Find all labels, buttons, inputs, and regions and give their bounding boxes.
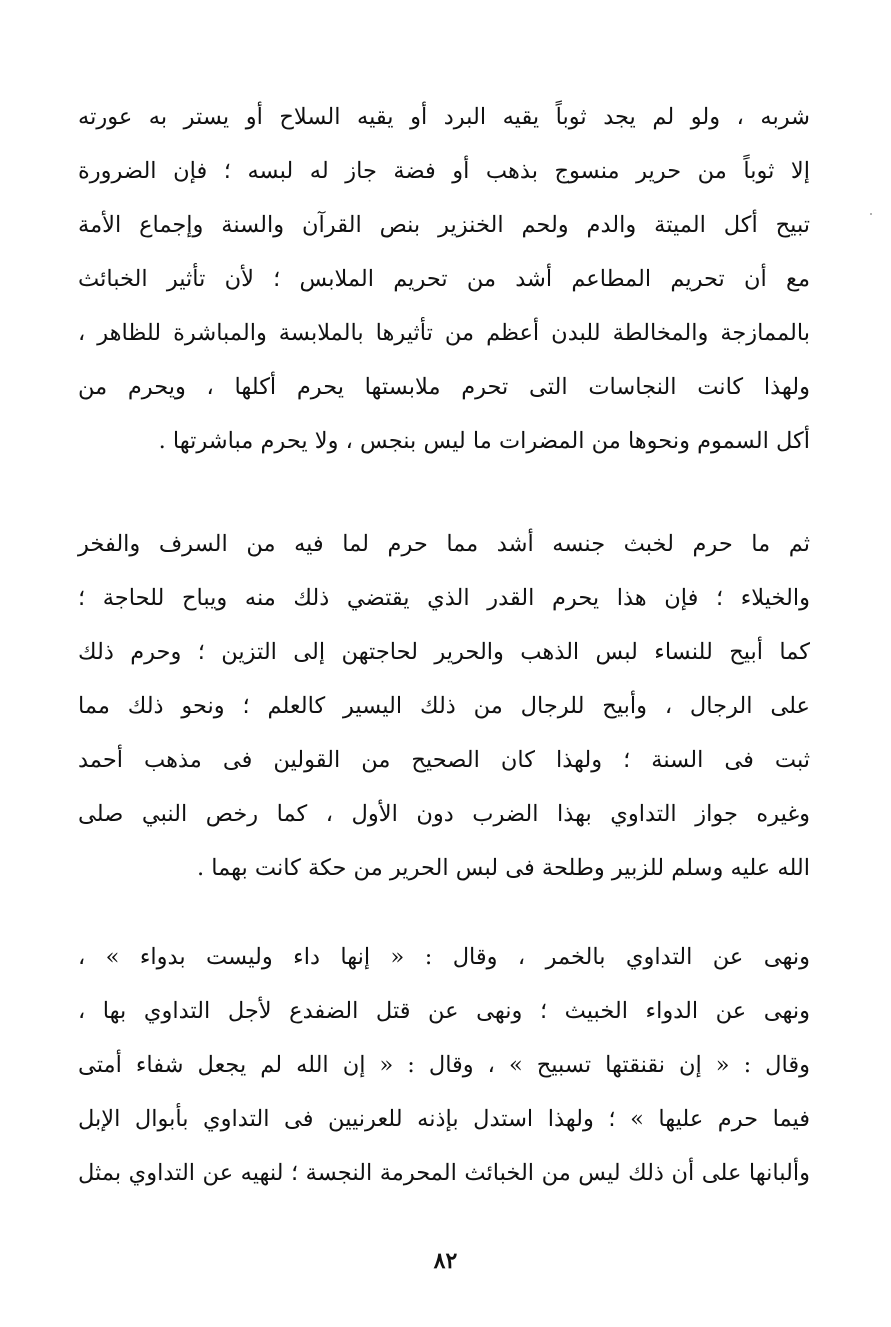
text-line: تبيح أكل الميتة والدم ولحم الخنزير بنص القرآن والسنة وإجماع الأمة [78, 212, 810, 238]
text-line: الله عليه وسلم للزبير وطلحة فى لبس الحرير من حكة كانت بهما . [196, 855, 810, 881]
paragraph-1 [78, 90, 810, 468]
text-line: ونهى عن الدواء الخبيث ؛ ونهى عن قتل الضفدع لأجل التداوي بها ، [78, 998, 810, 1024]
text-line: وغيره جواز التداوي بهذا الضرب دون الأول ، كما رخص النبي صلى [78, 801, 810, 827]
text-line: كما أبيح للنساء لبس الذهب والحرير لحاجتهن إلى التزين ؛ وحرم ذلك [78, 639, 810, 665]
text-line: ونهى عن التداوي بالخمر ، وقال : « إنها داء وليست بدواء » ، [78, 944, 810, 970]
margin-mark [870, 213, 872, 215]
paragraph-2 [78, 517, 810, 895]
text-line: شربه ، ولو لم يجد ثوباً يقيه البرد أو يقيه السلاح أو يستر به عورته [78, 104, 810, 130]
text-line: على الرجال ، وأبيح للرجال من ذلك اليسير كالعلم ؛ ونحو ذلك مما [78, 693, 810, 719]
text-line: بالممازجة والمخالطة للبدن أعظم من تأثيرها بالملابسة والمباشرة للظاهر ، [78, 320, 810, 346]
page-number: ٨٢ [433, 1248, 458, 1274]
text-line: فيما حرم عليها » ؛ ولهذا استدل بإذنه للعرنيين فى التداوي بأبوال الإبل [78, 1106, 810, 1132]
text-line: ولهذا كانت النجاسات التى تحرم ملابستها يحرم أكلها ، ويحرم من [78, 374, 810, 400]
text-line: ثم ما حرم لخبث جنسه أشد مما حرم لما فيه من السرف والفخر [78, 531, 810, 557]
text-line: والخيلاء ؛ فإن هذا يحرم القدر الذي يقتضي ذلك منه ويباح للحاجة ؛ [78, 585, 810, 611]
text-line: وألبانها على أن ذلك ليس من الخبائث المحرمة النجسة ؛ لنهيه عن التداوي بمثل [78, 1160, 810, 1186]
text-line: ثبت فى السنة ؛ ولهذا كان الصحيح من القولين فى مذهب أحمد [78, 747, 810, 773]
text-line: وقال : « إن نقنقتها تسبيح » ، وقال : « إن الله لم يجعل شفاء أمتى [78, 1052, 810, 1078]
paragraph-3 [78, 930, 810, 1200]
text-line: أكل السموم ونحوها من المضرات ما ليس بنجس ، ولا يحرم مباشرتها . [158, 428, 810, 454]
text-line: إلا ثوباً من حرير منسوج بذهب أو فضة جاز له لبسه ؛ فإن الضرورة [78, 158, 810, 184]
text-line: مع أن تحريم المطاعم أشد من تحريم الملابس ؛ لأن تأثير الخبائث [78, 266, 810, 292]
